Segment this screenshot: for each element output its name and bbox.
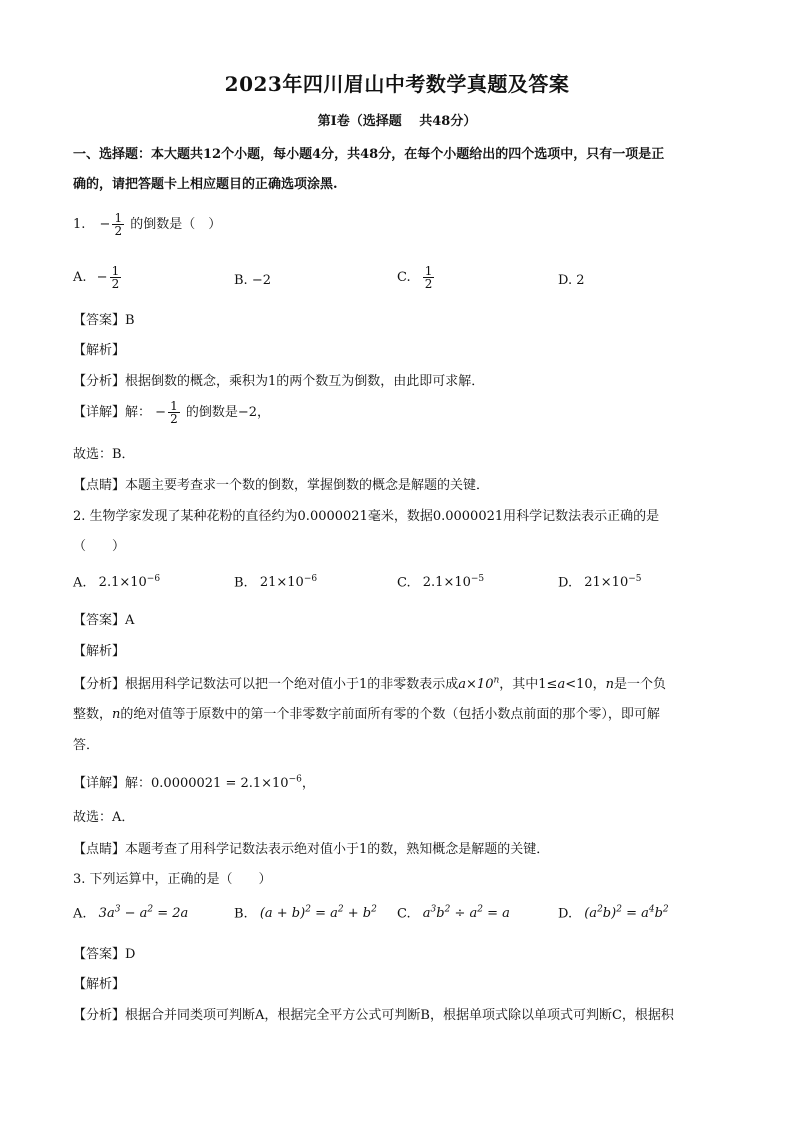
q2-analysis-line-1: 【分析】根据用科学记数法可以把一个绝对值小于1的非零数表示成$a\times 10^n$，其中1≤a<10，n是一个负 <box>73 675 667 692</box>
q2-option-b: B. $21\times 10^{-6}$ <box>234 574 318 591</box>
q2-comment: 【点睛】本题考查了用科学记数法表示绝对值小于1的数，熟知概念是解题的关键． <box>73 842 550 857</box>
q1-comment: 【点睛】本题主要考查求一个数的倒数，掌握倒数的概念是解题的关键． <box>73 478 490 493</box>
page-title: 2023年四川眉山中考数学真题及答案 <box>224 72 570 96</box>
q1-fraction: $\frac{1}{2}$ <box>114 211 123 238</box>
q1-option-a: A. − $\frac{1}{2}$ <box>73 264 120 291</box>
section-intro-line-1: 一、选择题：本大题共12个小题，每小题4分，共48分，在每个小题给出的四个选项中，只有一项是正 <box>73 147 665 162</box>
q1-option-c: C. $\frac{1}{2}$ <box>397 264 433 291</box>
q1-choose: 故选：B． <box>73 447 135 462</box>
q1-answer: 【答案】B <box>73 313 135 328</box>
section-intro-line-2: 确的，请把答题卡上相应题目的正确选项涂黑. <box>73 177 338 192</box>
q3-option-d: D. $(a^2b)^2 = a^4b^2$ <box>558 905 669 922</box>
q2-stem-line-2: （ ） <box>73 539 126 554</box>
q3-stem: 3. 下列运算中，正确的是（ ） <box>73 872 272 887</box>
q2-option-a: A. $2.1\times 10^{-6}$ <box>73 574 161 591</box>
q2-option-d: D. $21\times 10^{-5}$ <box>558 574 642 591</box>
q1-option-d: D. 2 <box>558 273 585 288</box>
q1-option-b: B. −2 <box>234 273 271 288</box>
q3-option-c: C. $a^3b^2 \div a^2 = a$ <box>397 905 510 922</box>
q3-analysis: 【分析】根据合并同类项可判断A，根据完全平方公式可判断B，根据单项式除以单项式可判断C，根据积 <box>73 1008 674 1023</box>
q1-stem <box>73 212 221 237</box>
q2-option-c: C. $2.1\times 10^{-5}$ <box>397 574 485 591</box>
q1-minus-sign: − <box>99 217 111 232</box>
q2-detail: 【详解】解：$0.0000021 = 2.1\times 10^{-6}$， <box>73 774 315 791</box>
q3-option-a: A. $3a^3 - a^2 = 2a$ <box>73 905 189 922</box>
q2-analysis-line-3: 答． <box>73 738 100 753</box>
q1-detail: 【详解】解： − $\frac{1}{2}$ 的倒数是−2， <box>73 399 271 426</box>
q1-number: 1. <box>73 217 86 232</box>
q3-option-b: B. $(a + b)^2 = a^2 + b^2$ <box>234 905 377 922</box>
q2-stem-line-1: 2. 生物学家发现了某种花粉的直径约为0.0000021毫米，数据0.0000021用科学记数法表示正确的是 <box>73 509 660 524</box>
q2-analysis-label: 【解析】 <box>73 644 126 659</box>
q2-answer: 【答案】A <box>73 613 135 628</box>
q3-answer: 【答案】D <box>73 947 136 962</box>
q1-stem-text: 的倒数是（ ） <box>130 217 222 232</box>
q2-choose: 故选：A． <box>73 810 135 825</box>
q1-analysis: 【分析】根据倒数的概念，乘积为1的两个数互为倒数，由此即可求解． <box>73 374 485 389</box>
section-subtitle: 第Ⅰ卷（选择题 共48分） <box>317 114 477 129</box>
q3-analysis-label: 【解析】 <box>73 977 126 992</box>
q2-analysis-line-2: 整数，n的绝对值等于原数中的第一个非零数字前面所有零的个数（包括小数点前面的那个零），即可解 <box>73 707 660 722</box>
q1-analysis-label: 【解析】 <box>73 343 126 358</box>
